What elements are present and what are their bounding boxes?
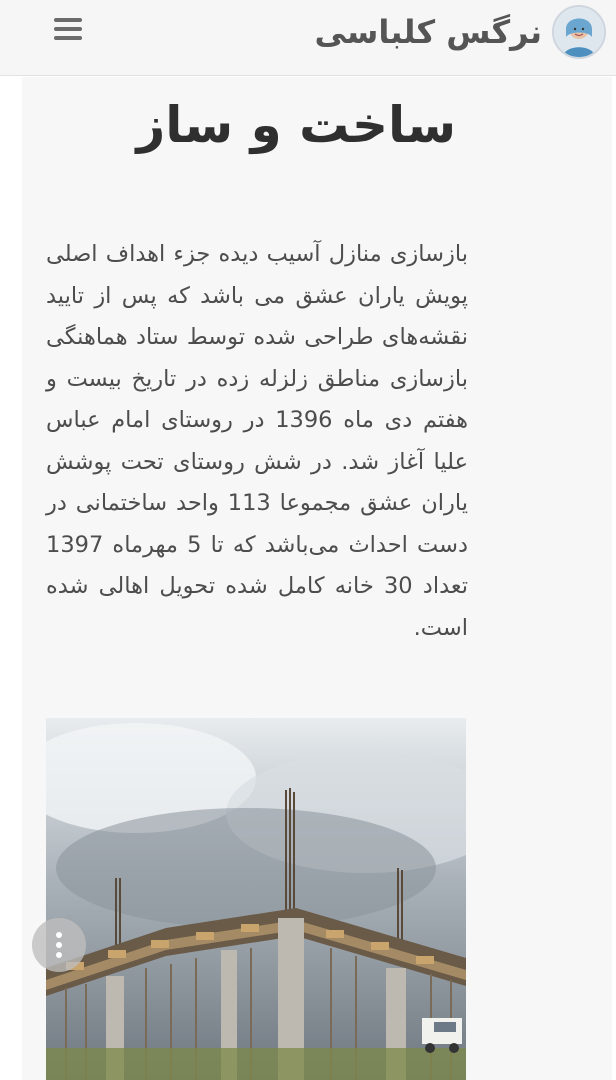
menu-line — [54, 27, 82, 31]
construction-photo — [46, 718, 466, 1080]
construction-site-image — [46, 718, 466, 1080]
article-body: بازسازی منازل آسیب دیده جزء اهداف اصلی پویش یاران عشق می باشد که پس از تایید نقشه‌های طراحی شده توسط ستاد هماهنگی بازسازی مناطق زلزله زده در تاریخ بیست و هفتم دی ماه 1396 در روستای امام عباس علیا آغاز شد. در شش روستای تحت پوشش یاران عشق مجموعا 113 واحد ساختمانی در دست احداث می‌باشد که تا 5 مهرماه 1397 تعداد 30 خانه کامل شده تحویل اهالی شده است. — [46, 241, 469, 641]
profile-photo — [554, 7, 604, 57]
dot — [56, 932, 62, 938]
menu-line — [54, 18, 82, 22]
site-brand-link[interactable] — [315, 4, 607, 60]
top-navigation-bar — [0, 0, 616, 76]
avatar — [552, 5, 606, 59]
menu-line — [54, 36, 82, 40]
dot — [56, 942, 62, 948]
more-vertical-icon[interactable] — [32, 918, 86, 972]
dot — [56, 952, 62, 958]
page-title: ساخت و ساز — [136, 96, 456, 154]
hamburger-menu-icon[interactable] — [50, 14, 86, 44]
site-name: نرگس کلباسی — [314, 13, 542, 51]
